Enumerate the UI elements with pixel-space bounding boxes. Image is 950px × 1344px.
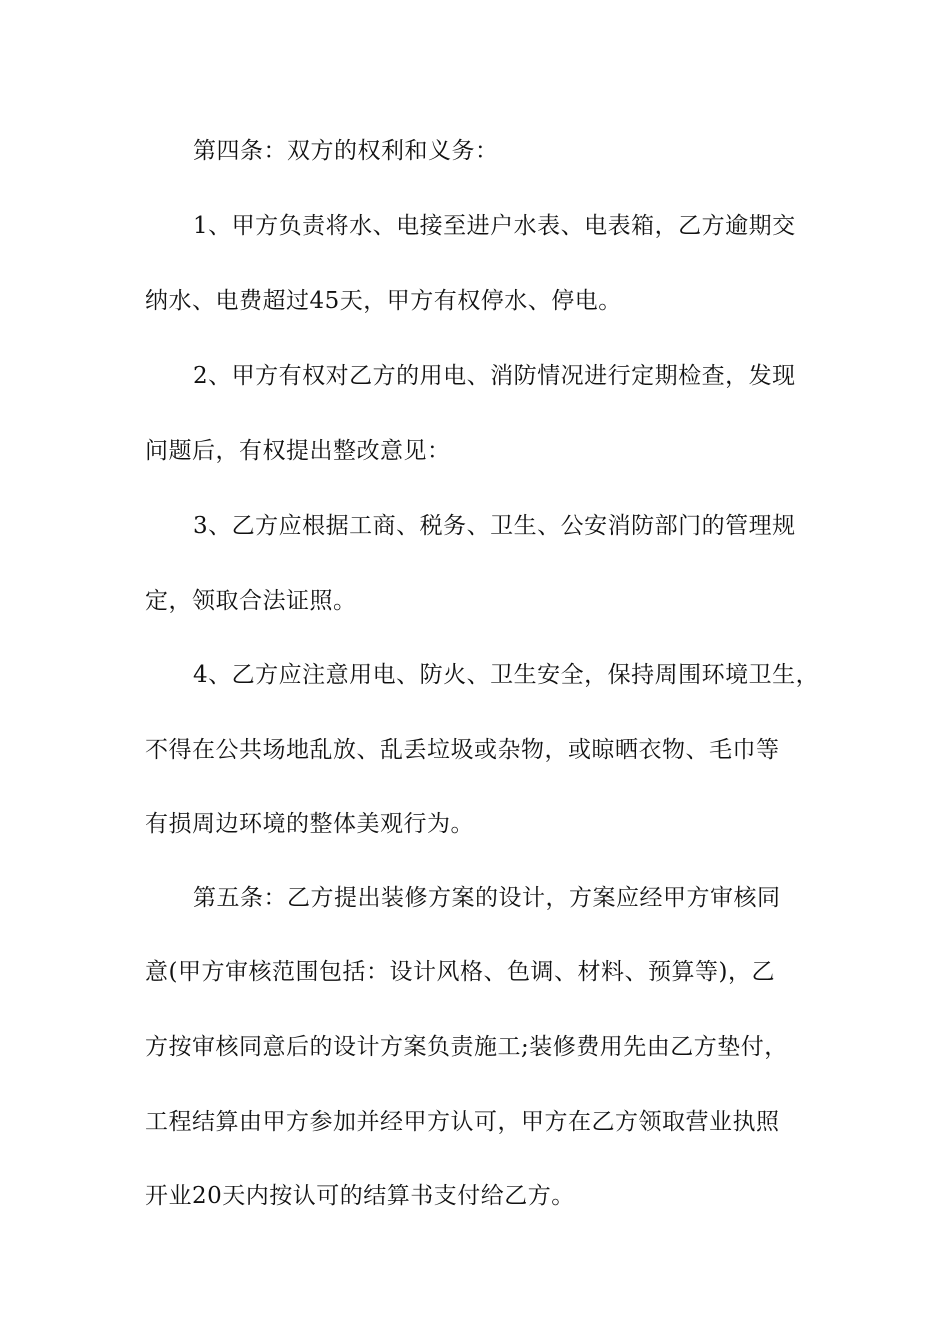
clause-1-line-2: 纳水、电费超过45天，甲方有权停水、停电。: [145, 288, 622, 314]
clause-4-line-1: 4、乙方应注意用电、防火、卫生安全，保持周围环境卫生，: [193, 662, 820, 688]
article-5-line-1: 第五条：乙方提出装修方案的设计，方案应经甲方审核同: [193, 885, 781, 911]
article-5-line-4: 工程结算由甲方参加并经甲方认可，甲方在乙方领取营业执照: [145, 1109, 780, 1135]
article-5-line-3: 方按审核同意后的设计方案负责施工;装修费用先由乙方垫付，: [145, 1034, 788, 1060]
clause-3-line-1: 3、乙方应根据工商、税务、卫生、公安消防部门的管理规: [193, 513, 796, 539]
article-5-line-2: 意(甲方审核范围包括：设计风格、色调、材料、预算等)，乙: [145, 959, 775, 985]
clause-1-line-1: 1、甲方负责将水、电接至进户水表、电表箱，乙方逾期交: [193, 213, 796, 239]
article-5-line-5: 开业20天内按认可的结算书支付给乙方。: [145, 1183, 575, 1209]
article-4-heading: 第四条：双方的权利和义务：: [193, 138, 499, 164]
clause-4-line-2: 不得在公共场地乱放、乱丢垃圾或杂物，或晾晒衣物、毛巾等: [145, 737, 780, 763]
clause-2-line-1: 2、甲方有权对乙方的用电、消防情况进行定期检查，发现: [193, 363, 796, 389]
clause-2-line-2: 问题后，有权提出整改意见：: [145, 438, 451, 464]
clause-4-line-3: 有损周边环境的整体美观行为。: [145, 811, 474, 837]
clause-3-line-2: 定，领取合法证照。: [145, 588, 357, 614]
